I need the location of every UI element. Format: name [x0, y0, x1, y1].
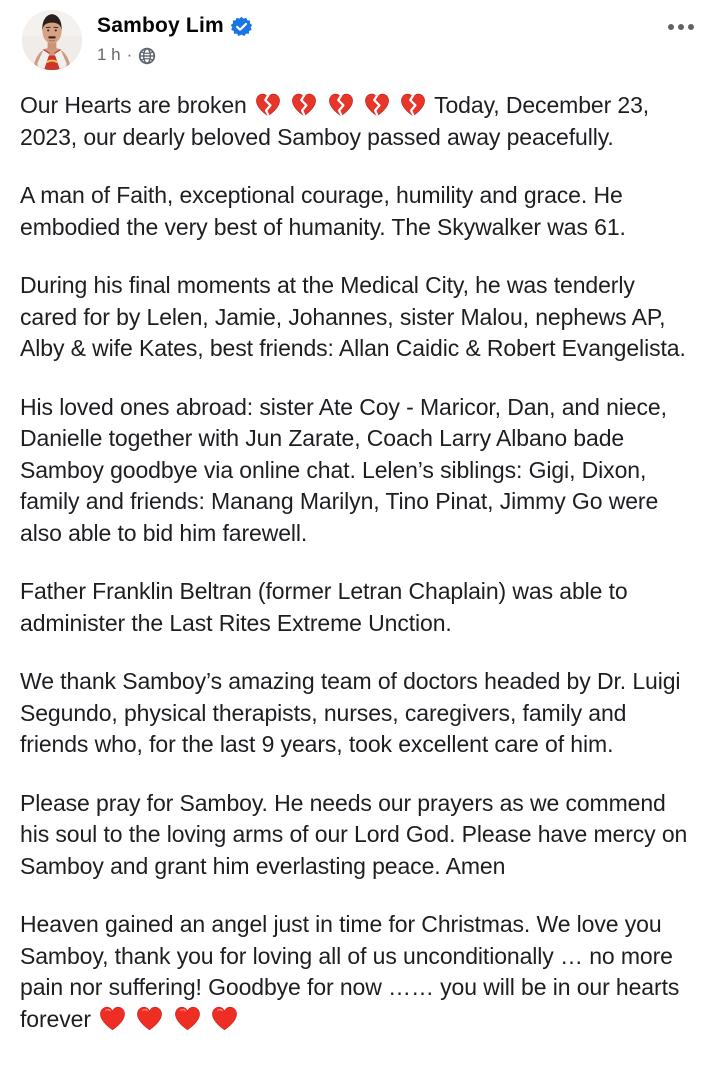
post-paragraph: Please pray for Samboy. He needs our prayers as we commend his soul to the loving arms of our Lord God. Please have mercy on Samboy and grant him everlasting peace. Amen [20, 789, 688, 879]
author-name[interactable]: Samboy Lim [97, 14, 224, 37]
post-paragraph [20, 90, 698, 153]
more-options-dot [678, 24, 684, 30]
red-heart-emoji [210, 1004, 239, 1031]
broken-heart-emoji [254, 91, 282, 117]
meta-separator: · [126, 45, 133, 64]
avatar-photo [22, 10, 82, 70]
post-paragraph: We thank Samboy’s amazing team of doctors headed by Dr. Luigi Segundo, physical therapists, nurses, caregivers, family and friends who, for the last 9 years, took excellent care of him. [20, 668, 681, 757]
post-paragraph: Father Franklin Beltran (former Letran Chaplain) was able to administer the Last Rites Extreme Unction. [20, 578, 628, 636]
post-body [0, 74, 720, 1035]
broken-heart-emoji [327, 91, 355, 117]
more-options-dot [688, 24, 694, 30]
post-meta-row [97, 45, 660, 65]
more-options-button[interactable] [660, 10, 702, 44]
red-heart-emoji [173, 1004, 202, 1031]
paragraph-text: Today, December 23, 2023, our dearly beloved Samboy passed away peacefully. [20, 92, 650, 150]
broken-heart-emoji [399, 91, 427, 117]
red-heart-emoji [98, 1004, 127, 1031]
red-heart-emoji-run [97, 1006, 240, 1032]
post-header-text [97, 10, 660, 65]
post-paragraph: A man of Faith, exceptional courage, humility and grace. He embodied the very best of humanity. The Skywalker was 61. [20, 182, 626, 240]
post-paragraph: His loved ones abroad: sister Ate Coy - Maricor, Dan, and niece, Danielle together with Jun Zarate, Coach Larry Albano bade Samboy goodbye via online chat. Lelen’s siblings: Gigi, Dixon, family and friends: Manang Marilyn, Tino Pinat, Jimmy Go were also able to bid him farewell. [20, 393, 667, 546]
post-paragraph: During his final moments at the Medical City, he was tenderly cared for by Lelen, Jamie, Johannes, sister Malou, nephews AP, Alby & wife Kates, best friends: Allan Caidic & Robert Evangelista. [20, 272, 686, 361]
post-paragraph [20, 909, 698, 1035]
more-options-dot [668, 24, 674, 30]
paragraph-text: Our Hearts are broken [20, 92, 247, 118]
paragraph-text: Heaven gained an angel just in time for Christmas. We love you Samboy, thank you for loving all of us unconditionally … no more pain nor suffering! Goodbye for now …… you will be in our hearts forever [20, 911, 680, 1032]
broken-heart-emoji-run [253, 92, 434, 118]
globe-audience-icon [138, 47, 156, 65]
verified-badge-icon [231, 16, 252, 37]
red-heart-emoji [135, 1004, 164, 1031]
profile-avatar[interactable] [22, 10, 82, 70]
broken-heart-emoji [363, 91, 391, 117]
post-header [0, 0, 720, 74]
post-timestamp[interactable]: 1 h [97, 45, 121, 64]
broken-heart-emoji [290, 91, 318, 117]
author-row [97, 14, 660, 38]
